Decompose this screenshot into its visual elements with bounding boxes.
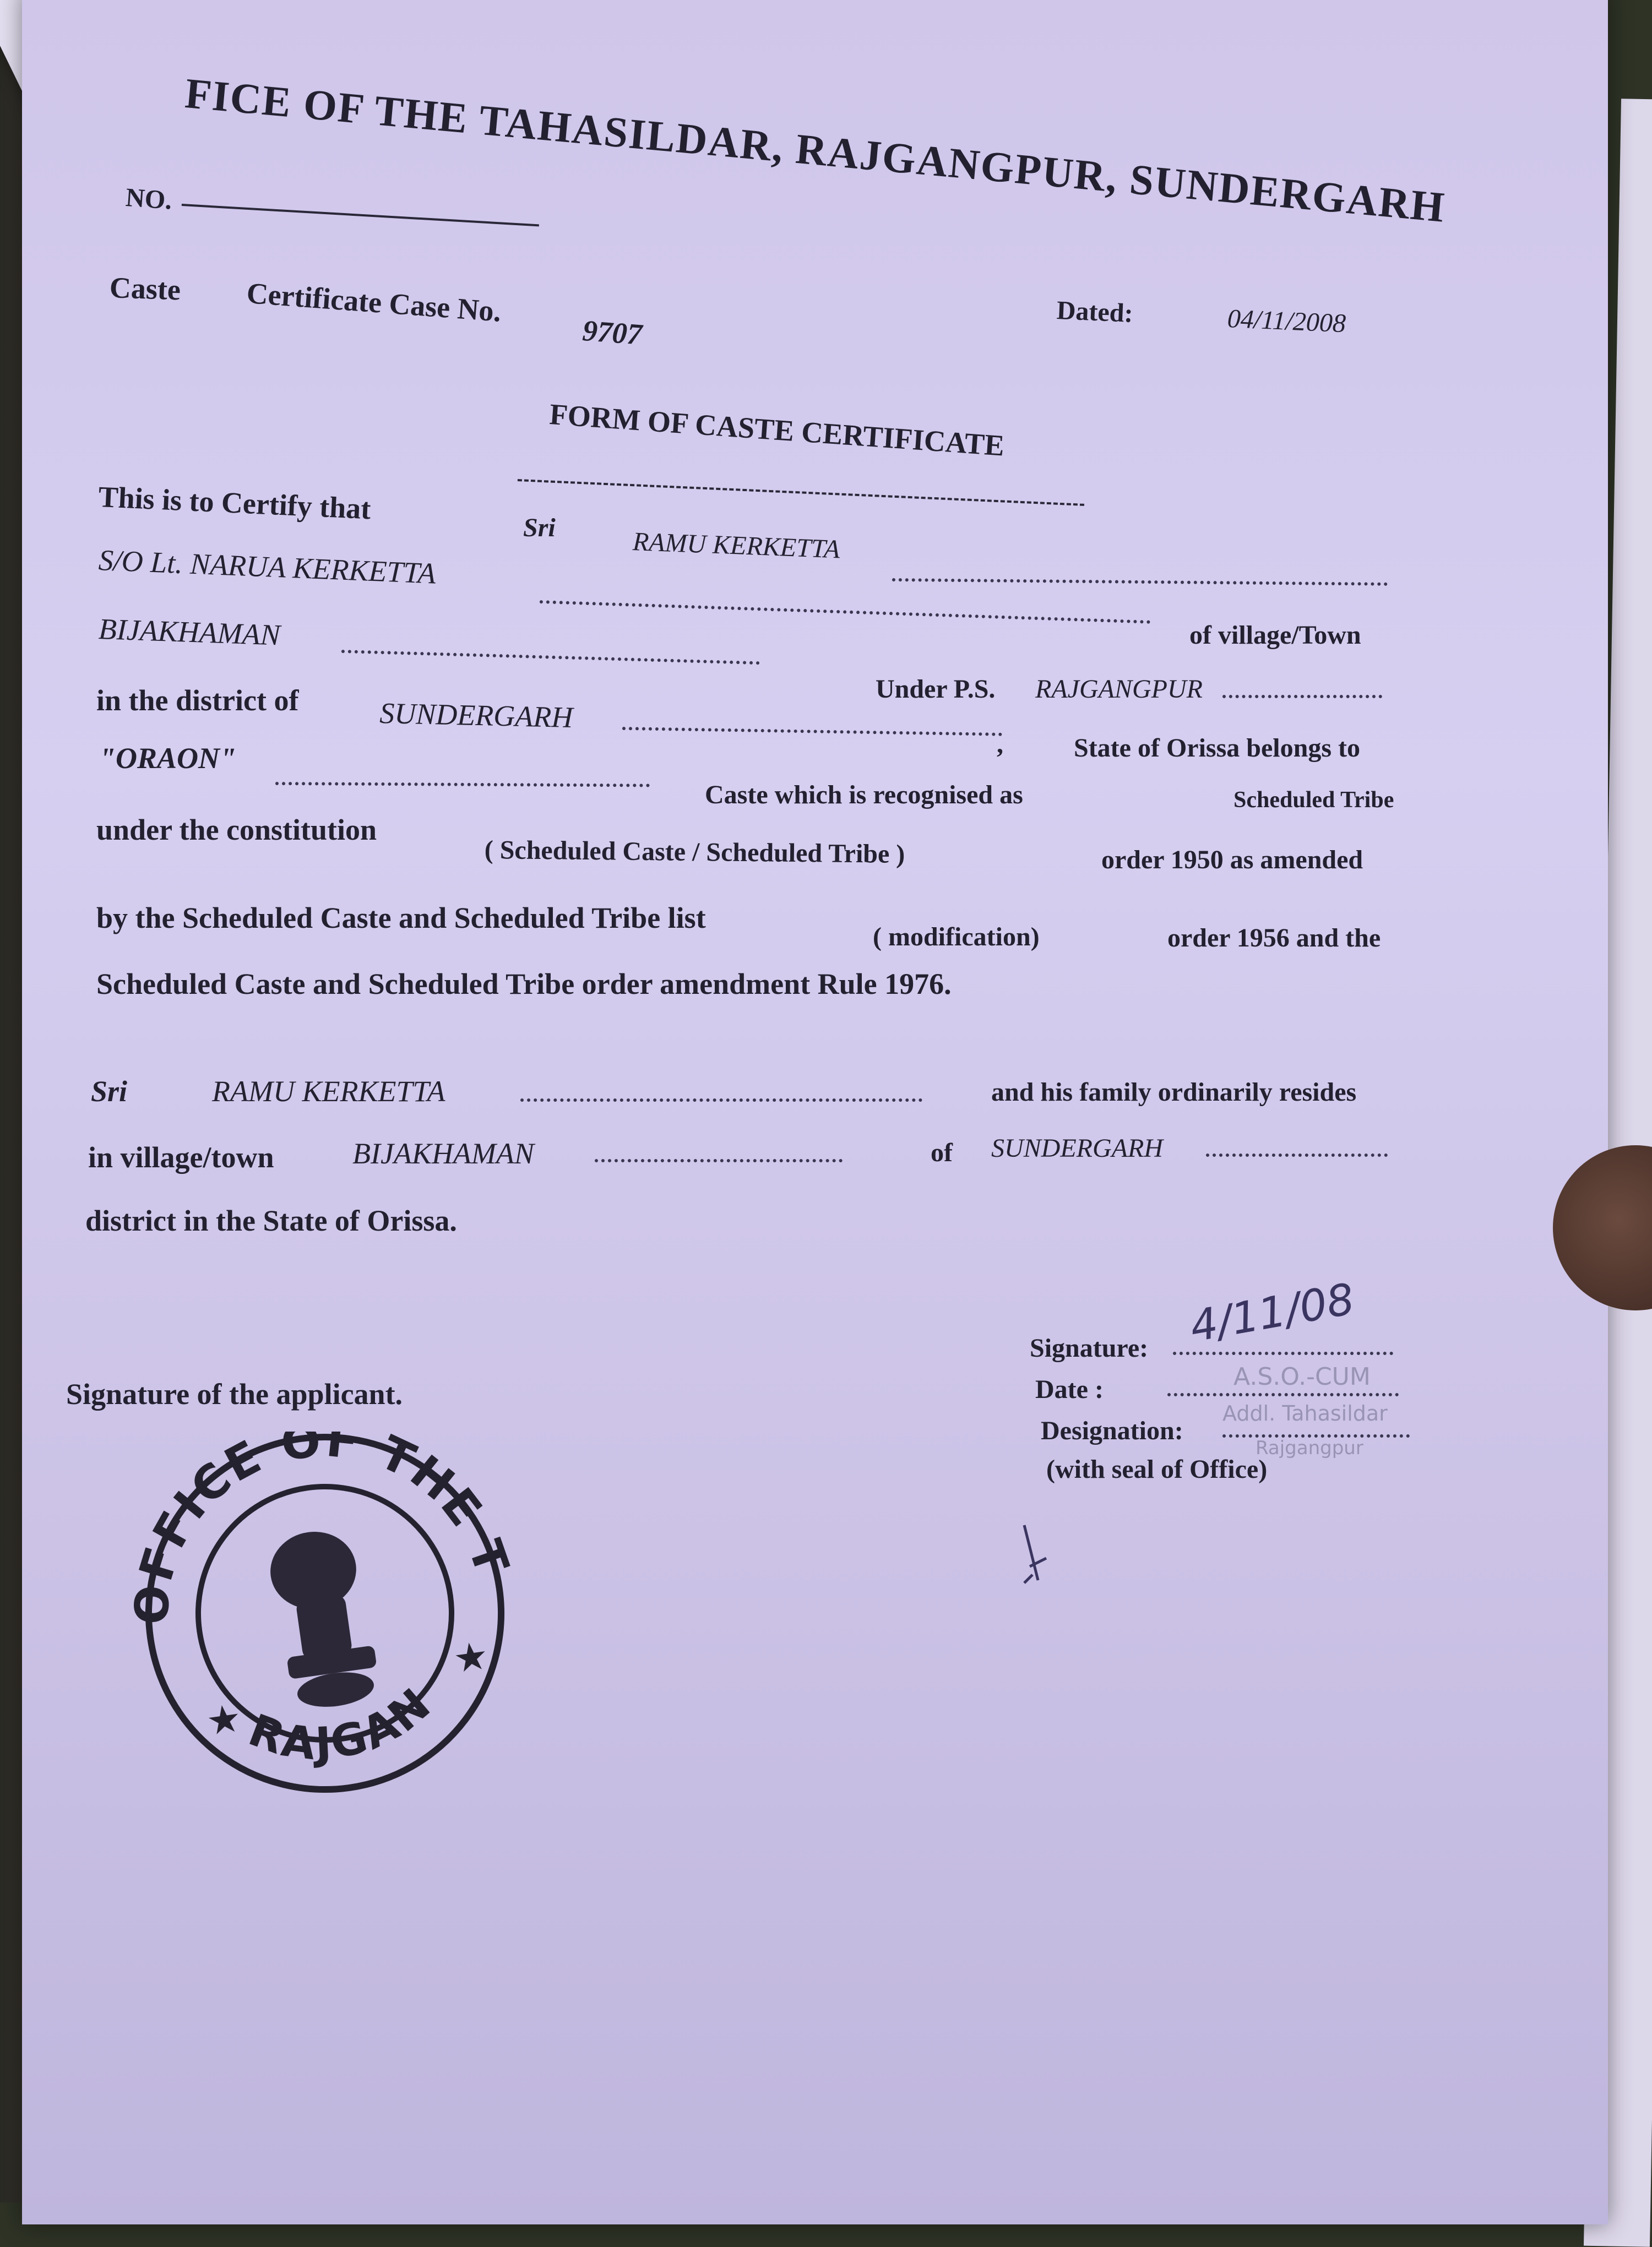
designation-stamp-line2: Addl. Tahasildar bbox=[1222, 1401, 1388, 1426]
dated-label: Dated: bbox=[1056, 296, 1134, 328]
form-title-underline bbox=[518, 479, 1084, 506]
under-ps-label: Under P.S. bbox=[876, 674, 996, 704]
seal-graphic bbox=[116, 1432, 534, 1795]
district-label: in the district of bbox=[96, 684, 299, 717]
resides-district-dots bbox=[1206, 1154, 1388, 1157]
sc-st-paren: ( Scheduled Caste / Scheduled Tribe ) bbox=[484, 835, 905, 869]
village-name: BIJAKHAMAN bbox=[98, 612, 281, 652]
order-1956: order 1956 and the bbox=[1167, 923, 1381, 953]
resides-district: SUNDERGARH bbox=[991, 1134, 1163, 1163]
resides-name-dots bbox=[520, 1098, 922, 1102]
office-seal bbox=[116, 1432, 534, 1795]
pen-mark bbox=[1013, 1520, 1063, 1591]
seal-top-text: OFFICE OF THE TAHASILDAR bbox=[124, 1432, 519, 1626]
in-village-town: in village/town bbox=[88, 1141, 274, 1174]
signature-dots bbox=[1173, 1352, 1393, 1355]
no-underline bbox=[182, 204, 539, 226]
ps-dots bbox=[1222, 695, 1382, 698]
father-dots bbox=[540, 600, 1151, 624]
resides-village: BIJAKHAMAN bbox=[352, 1137, 534, 1170]
amendment-rule: Scheduled Caste and Scheduled Tribe order amendment Rule 1976. bbox=[96, 967, 952, 1000]
certificate-paper bbox=[22, 0, 1608, 2224]
emblem-icon bbox=[265, 1525, 382, 1712]
seal-label: (with seal of Office) bbox=[1046, 1455, 1268, 1484]
office-title: FICE OF THE TAHASILDAR, RAJGANGPUR, SUNDERGARH bbox=[183, 69, 1448, 231]
category: Scheduled Tribe bbox=[1233, 787, 1394, 813]
family-resides: and his family ordinarily resides bbox=[991, 1078, 1357, 1107]
date-label: Date : bbox=[1035, 1375, 1104, 1404]
modification: ( modification) bbox=[873, 922, 1040, 951]
caste-recognised: Caste which is recognised as bbox=[705, 780, 1023, 809]
by-list: by the Scheduled Caste and Scheduled Tribe list bbox=[96, 901, 706, 934]
state-belongs: State of Orissa belongs to bbox=[1074, 733, 1360, 763]
district-state: district in the State of Orissa. bbox=[85, 1204, 457, 1237]
form-title: FORM OF CASTE CERTIFICATE bbox=[548, 398, 1006, 463]
police-station: RAJGANGPUR bbox=[1035, 674, 1203, 704]
resides-village-dots bbox=[595, 1159, 843, 1162]
caste-name: "ORAON" bbox=[99, 742, 236, 775]
seal-star-right: ★ bbox=[450, 1634, 491, 1682]
of-village-town: of village/Town bbox=[1189, 621, 1361, 650]
father-name: S/O Lt. NARUA KERKETTA bbox=[97, 543, 437, 590]
district-comma: , bbox=[997, 730, 1003, 759]
no-label: NO. bbox=[124, 183, 173, 215]
applicant-name: RAMU KERKETTA bbox=[632, 527, 841, 564]
under-constitution: under the constitution bbox=[96, 813, 377, 846]
village-dots bbox=[341, 650, 760, 665]
district-name: SUNDERGARH bbox=[379, 697, 573, 734]
applicant-signature-label: Signature of the applicant. bbox=[66, 1378, 403, 1411]
case-date: 04/11/2008 bbox=[1226, 304, 1347, 339]
sri-label: Sri bbox=[523, 513, 556, 542]
order-1950: order 1950 as amended bbox=[1101, 845, 1363, 874]
district-dots bbox=[622, 727, 1002, 736]
official-signature: 4/11/08 bbox=[1186, 1274, 1358, 1352]
caste-label: Caste bbox=[109, 271, 181, 307]
case-number: 9707 bbox=[581, 314, 643, 351]
of-label: of bbox=[931, 1138, 953, 1167]
seal-star-left: ★ bbox=[204, 1697, 244, 1744]
certify-text: This is to Certify that bbox=[97, 480, 372, 526]
designation-stamp-line3: Rajgangpur bbox=[1256, 1437, 1363, 1459]
resides-name: RAMU KERKETTA bbox=[212, 1075, 445, 1108]
resides-sri: Sri bbox=[91, 1075, 128, 1108]
caste-dots bbox=[275, 782, 650, 787]
case-label: Certificate Case No. bbox=[245, 276, 503, 328]
seal-bottom-text: RAJGANGPUR bbox=[242, 1677, 442, 1770]
date-dots bbox=[1167, 1393, 1399, 1396]
signature-label: Signature: bbox=[1030, 1334, 1149, 1363]
designation-stamp-line1: A.S.O.-CUM bbox=[1233, 1363, 1371, 1391]
designation-label: Designation: bbox=[1041, 1416, 1183, 1445]
name-dots bbox=[892, 578, 1388, 586]
